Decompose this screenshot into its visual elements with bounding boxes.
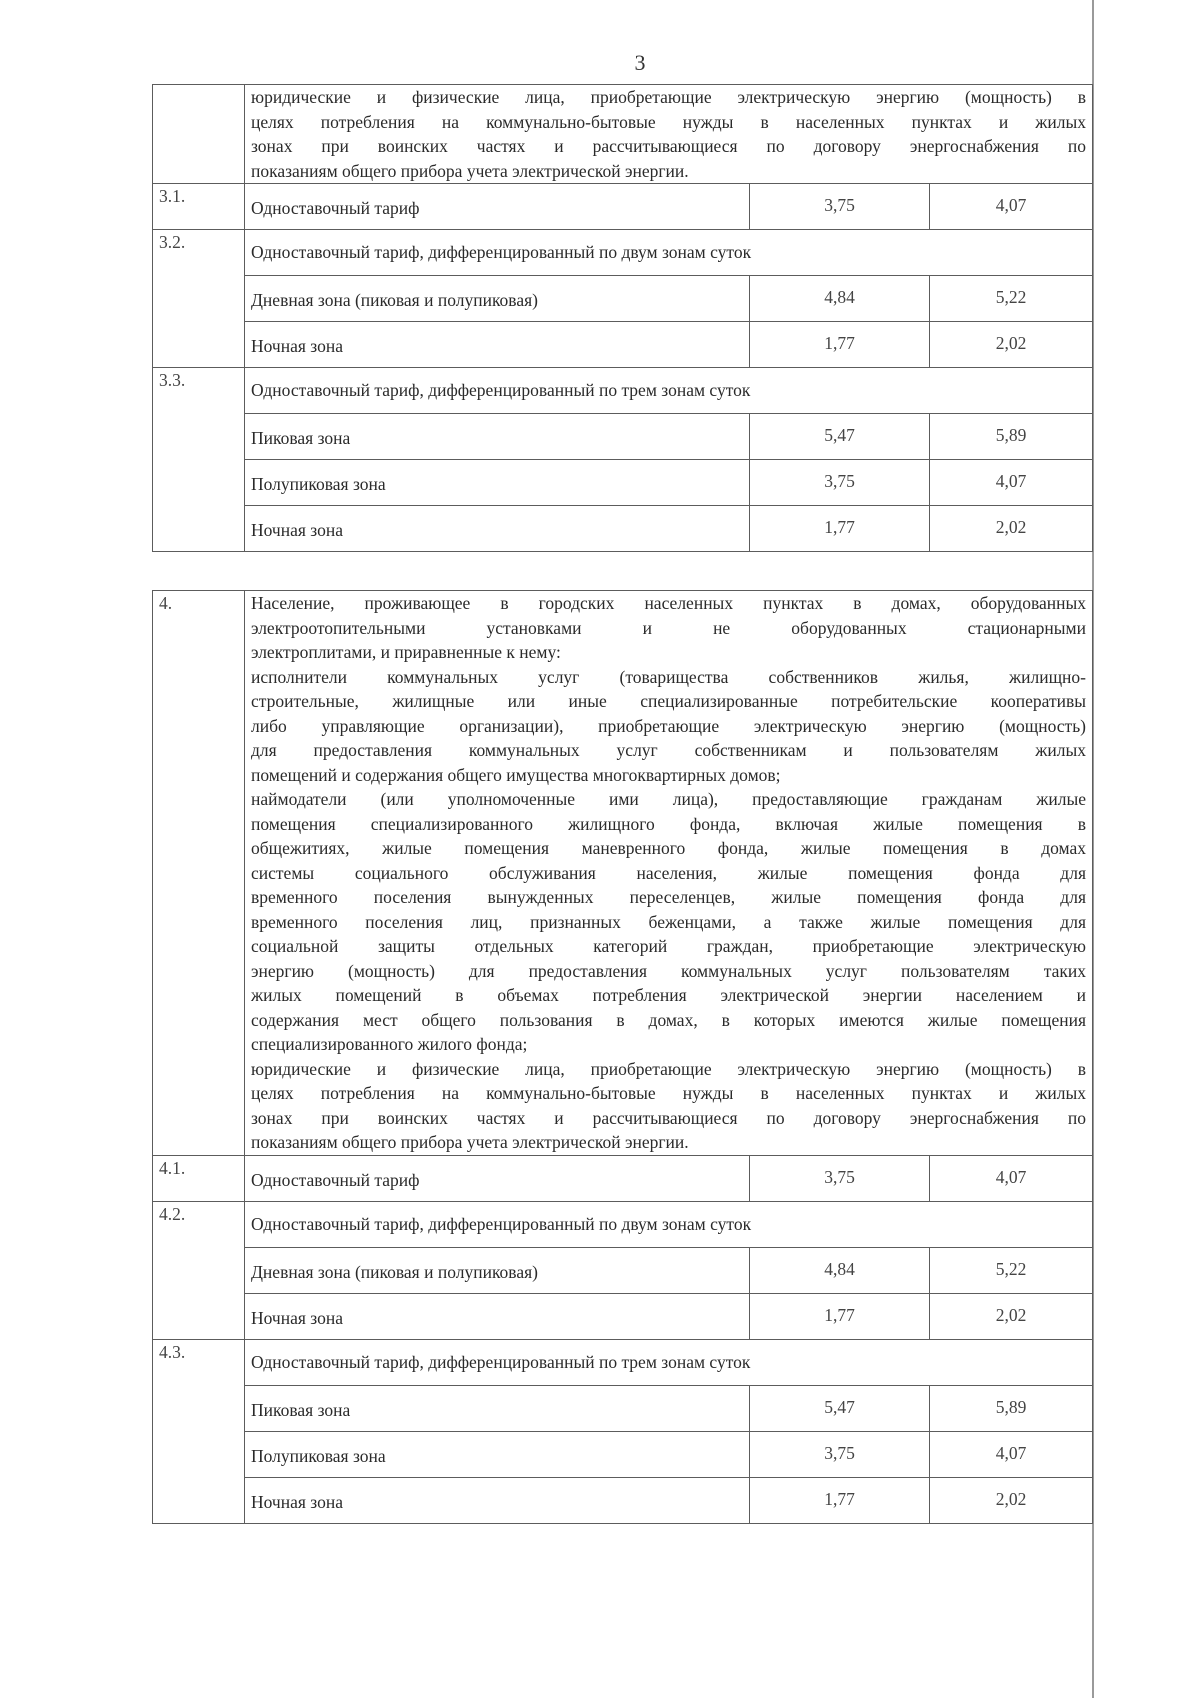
value-cell-2: 4,07 (930, 184, 1093, 230)
value-cell-1: 3,75 (750, 1431, 930, 1477)
row-label: Одноставочный тариф, дифференцированный по трем зонам суток (245, 368, 1093, 414)
text-line: временного поселения лиц, признанных беженцами, а также жилые помещения для (251, 911, 1086, 932)
row-label: Ночная зона (245, 322, 750, 368)
value-cell-1: 3,75 (750, 460, 930, 506)
value-cell-2: 4,07 (930, 1431, 1093, 1477)
row-number: 3.3. (153, 368, 245, 552)
text-line: временного поселения вынужденных переселенцев, жилые помещения фонда для (251, 887, 1086, 907)
text-line: показаниям общего прибора учета электрической энергии. (251, 1132, 689, 1152)
value-cell-2: 4,07 (930, 1155, 1093, 1201)
text-line: электроотопительными установками и не оборудованных стационарными (251, 617, 1086, 638)
text-line: социальной защиты отдельных категорий граждан, приобретающие электрическую (251, 936, 1086, 956)
text-line: содержания мест общего пользования в домах, в которых имеются жилые помещения (251, 1009, 1086, 1030)
row-number: 3.1. (153, 184, 245, 230)
table-row-4-2-night (153, 1293, 1093, 1339)
table-row-4-3-header (153, 1339, 1093, 1385)
row-label: Дневная зона (пиковая и полупиковая) (245, 1247, 750, 1293)
value-cell-1: 1,77 (750, 322, 930, 368)
value-cell-2: 2,02 (930, 322, 1093, 368)
table-row-3-2-header (153, 230, 1093, 276)
section-3-intro-row (153, 85, 1093, 184)
table-row-4-2-header (153, 1201, 1093, 1247)
row-number: 4.3. (153, 1339, 245, 1523)
empty-number-cell (153, 85, 245, 184)
text-line: целях потребления на коммунально-бытовые нужды в населенных пунктах и жилых (251, 1083, 1086, 1103)
value-cell-1: 3,75 (750, 184, 930, 230)
text-line: исполнители коммунальных услуг (товарищества собственников жилья, жилищно- (251, 666, 1086, 687)
text-line: специализированного жилого фонда; (251, 1034, 528, 1054)
value-cell-1: 4,84 (750, 276, 930, 322)
text-line: помещений и содержания общего имущества многоквартирных домов; (251, 764, 781, 785)
row-label: Одноставочный тариф, дифференцированный по трем зонам суток (245, 1339, 1093, 1385)
text-line: электроплитами, и приравненные к нему: (251, 642, 561, 662)
row-label: Ночная зона (245, 1477, 750, 1523)
value-cell-2: 5,89 (930, 1385, 1093, 1431)
value-cell-2: 2,02 (930, 506, 1093, 552)
table-row-4-2-day (153, 1247, 1093, 1293)
text-line: помещения специализированного жилищного фонда, включая жилые помещения в (251, 813, 1086, 834)
table-row-4-3-semi (153, 1431, 1093, 1477)
text-line: показаниям общего прибора учета электрической энергии. (251, 160, 689, 181)
tariff-table-section-3 (152, 84, 1093, 552)
row-label: Ночная зона (245, 1293, 750, 1339)
row-label: Пиковая зона (245, 414, 750, 460)
table-row-3-3-semi (153, 460, 1093, 506)
table-row-3-2-day (153, 276, 1093, 322)
value-cell-2: 2,02 (930, 1477, 1093, 1523)
table-row-3-3-night (153, 506, 1093, 552)
text-line: Население, проживающее в городских населенных пунктах в домах, оборудованных (251, 593, 1086, 613)
table-row-4-3-night (153, 1477, 1093, 1523)
table-row-3-1 (153, 184, 1093, 230)
table-row-3-2-night (153, 322, 1093, 368)
section-4-description-row (153, 591, 1093, 1156)
text-line: для предоставления коммунальных услуг собственникам и пользователям жилых (251, 740, 1086, 760)
value-cell-2: 4,07 (930, 460, 1093, 506)
text-line: жилых помещений в объемах потребления электрической энергии населением и (251, 985, 1086, 1005)
text-line: зонах при воинских частях и рассчитывающиеся по договору энергоснабжения по (251, 136, 1086, 156)
value-cell-2: 5,89 (930, 414, 1093, 460)
value-cell-2: 5,22 (930, 1247, 1093, 1293)
text-line: общежитиях, жилые помещения маневренного фонда, жилые помещения в домах (251, 838, 1086, 858)
value-cell-1: 5,47 (750, 414, 930, 460)
table-row-3-3-header (153, 368, 1093, 414)
table-row-4-1 (153, 1155, 1093, 1201)
value-cell-2: 5,22 (930, 276, 1093, 322)
row-number: 3.2. (153, 230, 245, 368)
text-line: строительные, жилищные или иные специализированные потребительские кооперативы (251, 691, 1086, 711)
value-cell-1: 1,77 (750, 1477, 930, 1523)
row-label: Одноставочный тариф, дифференцированный по двум зонам суток (245, 230, 1093, 276)
row-label: Ночная зона (245, 506, 750, 552)
table-row-3-3-peak (153, 414, 1093, 460)
text-line: целях потребления на коммунально-бытовые нужды в населенных пунктах и жилых (251, 111, 1086, 132)
value-cell-1: 5,47 (750, 1385, 930, 1431)
row-label: Одноставочный тариф (245, 184, 750, 230)
value-cell-2: 2,02 (930, 1293, 1093, 1339)
text-line: наймодатели (или уполномоченные ими лица), предоставляющие гражданам жилые (251, 789, 1086, 809)
row-label: Пиковая зона (245, 1385, 750, 1431)
tariff-table-section-4 (152, 590, 1093, 1524)
row-label: Одноставочный тариф, дифференцированный по двум зонам суток (245, 1201, 1093, 1247)
section-4-description (245, 591, 1093, 1156)
row-label: Полупиковая зона (245, 460, 750, 506)
row-number: 4.1. (153, 1155, 245, 1201)
row-number: 4. (153, 591, 245, 1156)
value-cell-1: 1,77 (750, 1293, 930, 1339)
row-label: Полупиковая зона (245, 1431, 750, 1477)
value-cell-1: 1,77 (750, 506, 930, 552)
text-line: системы социального обслуживания населения, жилые помещения фонда для (251, 862, 1086, 883)
value-cell-1: 3,75 (750, 1155, 930, 1201)
row-label: Дневная зона (пиковая и полупиковая) (245, 276, 750, 322)
value-cell-1: 4,84 (750, 1247, 930, 1293)
section-3-intro-text (245, 85, 1093, 184)
table-row-4-3-peak (153, 1385, 1093, 1431)
text-line: зонах при воинских частях и рассчитывающиеся по договору энергоснабжения по (251, 1107, 1086, 1128)
text-line: энергию (мощность) для предоставления коммунальных услуг пользователям таких (251, 960, 1086, 981)
text-line: юридические и физические лица, приобретающие электрическую энергию (мощность) в (251, 87, 1086, 107)
page-number: 3 (634, 50, 646, 75)
row-number: 4.2. (153, 1201, 245, 1339)
row-label: Одноставочный тариф (245, 1155, 750, 1201)
text-line: юридические и физические лица, приобретающие электрическую энергию (мощность) в (251, 1058, 1086, 1079)
text-line: либо управляющие организации), приобретающие электрическую энергию (мощность) (251, 715, 1086, 736)
